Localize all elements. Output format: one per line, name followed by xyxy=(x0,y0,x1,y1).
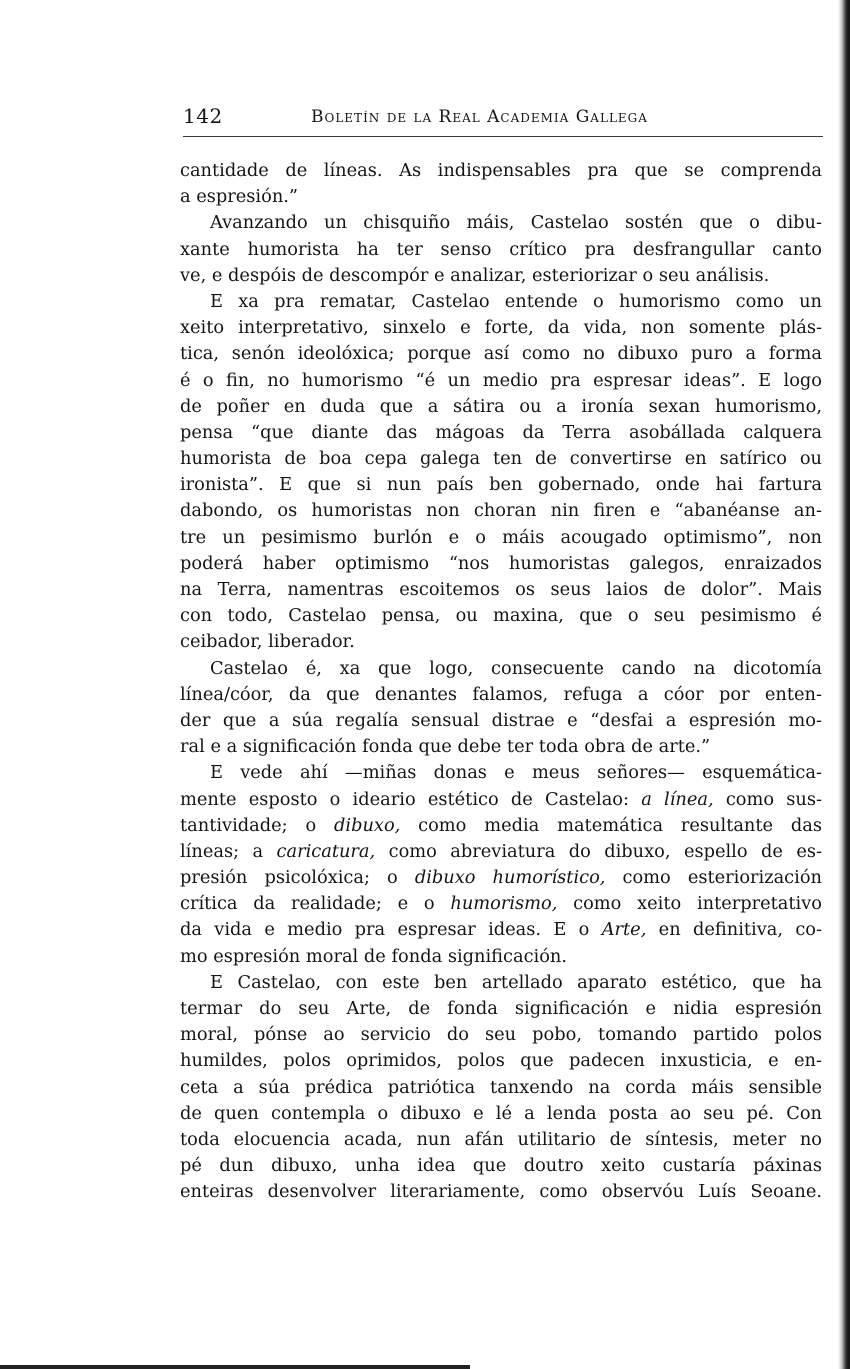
header-rule xyxy=(183,136,823,137)
text-line: der que a súa regalía sensual distrae e “desfai a espresión mo- xyxy=(180,709,822,731)
text-line: Castelao é, xa que logo, consecuente cando na dicotomía xyxy=(210,657,822,679)
text-line: ironista”. E que si nun país ben gobernado, onde hai fartura xyxy=(180,474,822,496)
text-line: mente esposto o ideario estético de Castelao: a línea, como sus- xyxy=(180,788,822,810)
text-line: toda elocuencia acada, nun afán utilitario de síntesis, meter no xyxy=(180,1128,822,1150)
text-line: humorista de boa cepa galega ten de convertirse en satírico ou xyxy=(180,448,822,470)
text-line: é o fin, no humorismo “é un medio pra espresar ideas”. E logo xyxy=(180,369,822,391)
text-line: poderá haber optimismo “nos humoristas galegos, enraizados xyxy=(180,552,822,574)
text-line: xeito interpretativo, sinxelo e forte, da vida, non somente plás- xyxy=(180,317,822,339)
text-line: ceta a súa prédica patriótica tanxendo na corda máis sensible xyxy=(180,1076,822,1098)
text-line: moral, pónse ao servicio do seu pobo, tomando partido polos xyxy=(180,1024,822,1046)
text-line: con todo, Castelao pensa, ou maxina, que o seu pesimismo é xyxy=(180,605,822,627)
text-line: líneas; a caricatura, como abreviatura do dibuxo, espello de es- xyxy=(180,840,822,862)
text-line: de quen contempla o dibuxo e lé a lenda posta ao seu pé. Con xyxy=(180,1102,822,1124)
text-line: tre un pesimismo burlón e o máis acougado optimismo”, non xyxy=(180,526,822,548)
text-line: na Terra, namentras escoitemos os seus laios de dolor”. Mais xyxy=(180,579,822,600)
text-line: línea/cóor, da que denantes falamos, refuga a cóor por enten- xyxy=(180,683,822,705)
bottom-edge xyxy=(0,1365,470,1369)
text-line: dabondo, os humoristas non choran nin firen e “abanéanse an- xyxy=(180,500,822,522)
text-line: Avanzando un chisquiño máis, Castelao sostén que o dibu- xyxy=(210,212,822,234)
text-line: a espresión.” xyxy=(180,186,299,208)
text-line: crítica da realidade; e o humorismo, como xeito interpretativo xyxy=(180,893,822,915)
text-line: humildes, polos oprimidos, polos que padecen inxusticia, e en- xyxy=(180,1050,822,1072)
text-line: pé dun dibuxo, unha idea que doutro xeito custaría páxinas xyxy=(180,1155,822,1177)
text-line: da vida e medio pra espresar ideas. E o Arte, en definitiva, co- xyxy=(180,919,823,941)
text-line: ceibador, liberador. xyxy=(180,631,355,653)
text-line: pensa “que diante das mágoas da Terra asobállada calquera xyxy=(180,421,822,443)
text-line: E vede ahí —miñas donas e meus señores— esquemática- xyxy=(210,762,822,784)
text-line: de poñer en duda que a sátira ou a ironía sexan humorismo, xyxy=(180,395,822,417)
text-line: termar do seu Arte, de fonda significación e nidia espresión xyxy=(180,998,822,1019)
text-line: ve, e despóis de descompór e analizar, esteriorizar o seu análisis. xyxy=(180,264,770,286)
body-text xyxy=(180,158,822,1206)
text-line: E xa pra rematar, Castelao entende o humorismo como un xyxy=(210,290,822,312)
text-line: ral e a significación fonda que debe ter toda obra de arte.” xyxy=(180,736,711,758)
text-line: xante humorista ha ter senso crítico pra desfrangullar canto xyxy=(180,238,822,260)
page-number: 142 xyxy=(183,104,223,128)
text-line: cantidade de líneas. As indispensables pra que se comprenda xyxy=(180,160,822,181)
text-line: presión psicolóxica; o dibuxo humorístico, como esteriorización xyxy=(180,867,822,889)
page-edge xyxy=(838,0,850,1369)
text-line: enteiras desenvolver literariamente, como observóu Luís Seoane. xyxy=(180,1181,822,1203)
text-line: E Castelao, con este ben artellado aparato estético, que ha xyxy=(210,971,822,993)
text-line: mo espresión moral de fonda significación. xyxy=(180,945,568,967)
page-header xyxy=(183,104,823,130)
text-line: tica, senón ideolóxica; porque así como no dibuxo puro a forma xyxy=(180,343,822,365)
running-title: Boletín de la Real Academia Gallega xyxy=(311,107,648,127)
text-line: tantividade; o dibuxo, como media matemática resultante das xyxy=(180,814,822,836)
